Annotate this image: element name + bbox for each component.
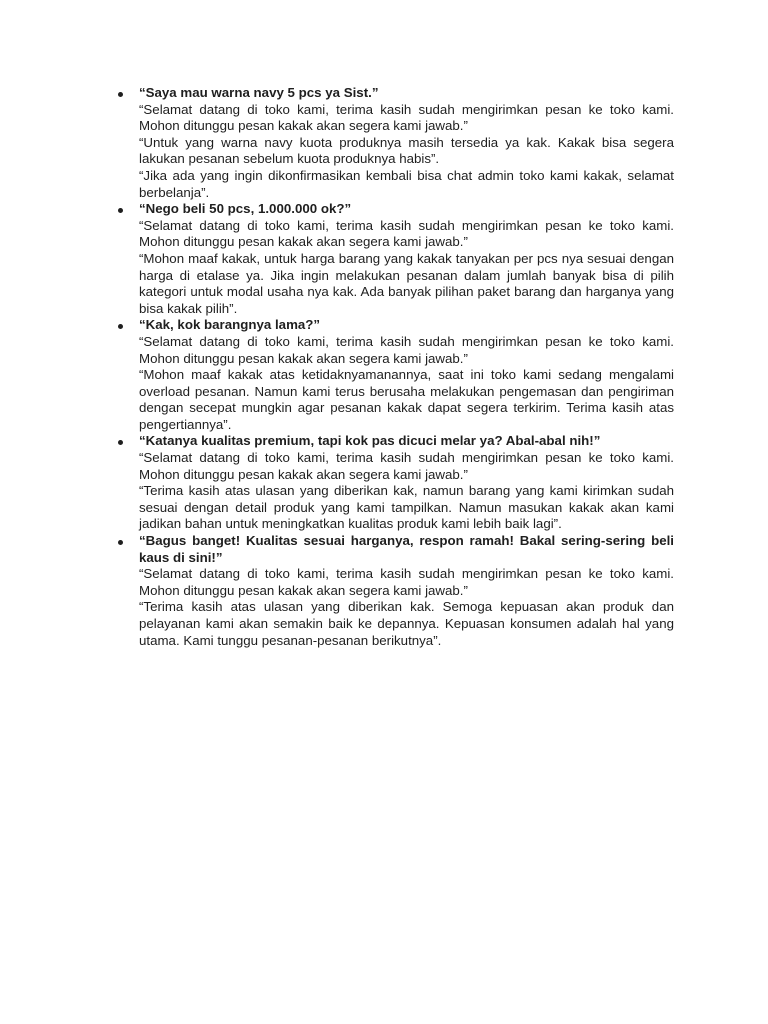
list-item xyxy=(139,201,674,317)
list-item xyxy=(139,317,674,433)
reply-paragraph: “Mohon maaf kakak, untuk harga barang yang kakak tanyakan per pcs nya sesuai dengan harga di etalase ya. Jika ingin melakukan pesanan dalam jumlah banyak bisa di pilih kategori untuk modal usaha nya kak. Ada banyak pilihan paket barang dan harganya yang bisa kakak pilih”. xyxy=(139,250,674,316)
reply-paragraph: “Selamat datang di toko kami, terima kasih sudah mengirimkan pesan ke toko kami. Mohon ditunggu pesan kakak akan segera kami jawab.” xyxy=(139,333,674,366)
reply-paragraph: “Jika ada yang ingin dikonfirmasikan kembali bisa chat admin toko kami kakak, selamat berbelanja”. xyxy=(139,167,674,200)
reply-paragraph: “Selamat datang di toko kami, terima kasih sudah mengirimkan pesan ke toko kami. Mohon ditunggu pesan kakak akan segera kami jawab.” xyxy=(139,566,674,598)
reply-paragraph: “Untuk yang warna navy kuota produknya masih tersedia ya kak. Kakak bisa segera lakukan pesanan sebelum kuota produknya habis”. xyxy=(139,134,674,167)
customer-question: “Katanya kualitas premium, tapi kok pas dicuci melar ya? Abal-abal nih!” xyxy=(139,433,601,449)
customer-question: “Saya mau warna navy 5 pcs ya Sist.” xyxy=(139,85,379,100)
list-item xyxy=(139,433,674,533)
reply-paragraph: “Selamat datang di toko kami, terima kasih sudah mengirimkan pesan ke toko kami. Mohon ditunggu pesan kakak akan segera kami jawab.” xyxy=(139,217,674,250)
bullet-icon xyxy=(118,440,123,445)
reply-paragraph: “Terima kasih atas ulasan yang diberikan kak. Semoga kepuasan akan produk dan pelayanan kami akan semakin baik ke depannya. Kepuasan konsumen adalah hal yang utama. Kami tunggu pesanan-pesanan berikutnya”. xyxy=(139,599,674,648)
reply-paragraph: “Terima kasih atas ulasan yang diberikan kak, namun barang yang kami kirimkan sudah sesuai dengan detail produk yang kami tampilkan. Namun masukan kakak akan kami jadikan bahan untuk meningkatkan kualitas produk kami lebih baik lagi”. xyxy=(139,483,674,532)
bullet-icon xyxy=(118,208,123,213)
customer-question: “Bagus banget! Kualitas sesuai harganya, respon ramah! Bakal sering-sering beli kaus di sini!” xyxy=(139,533,674,565)
bullet-icon xyxy=(118,92,123,97)
bullet-icon xyxy=(118,324,123,329)
list-item xyxy=(139,533,674,649)
reply-paragraph: “Mohon maaf kakak atas ketidaknyamanannya, saat ini toko kami sedang mengalami overload pesanan. Namun kami terus berusaha melakukan pengemasan dan pengiriman dengan secepat mungkin agar pesanan kakak dapat segera terkirim. Terima kasih atas pengertiannya”. xyxy=(139,367,674,432)
reply-paragraph: “Selamat datang di toko kami, terima kasih sudah mengirimkan pesan ke toko kami. Mohon ditunggu pesan kakak akan segera kami jawab.” xyxy=(139,101,674,134)
bullet-list xyxy=(139,85,674,649)
customer-question: “Nego beli 50 pcs, 1.000.000 ok?” xyxy=(139,201,352,217)
reply-paragraph: “Selamat datang di toko kami, terima kasih sudah mengirimkan pesan ke toko kami. Mohon ditunggu pesan kakak akan segera kami jawab.” xyxy=(139,450,674,482)
list-item xyxy=(139,85,674,201)
bullet-icon xyxy=(118,540,123,545)
customer-question: “Kak, kok barangnya lama?” xyxy=(139,317,321,333)
